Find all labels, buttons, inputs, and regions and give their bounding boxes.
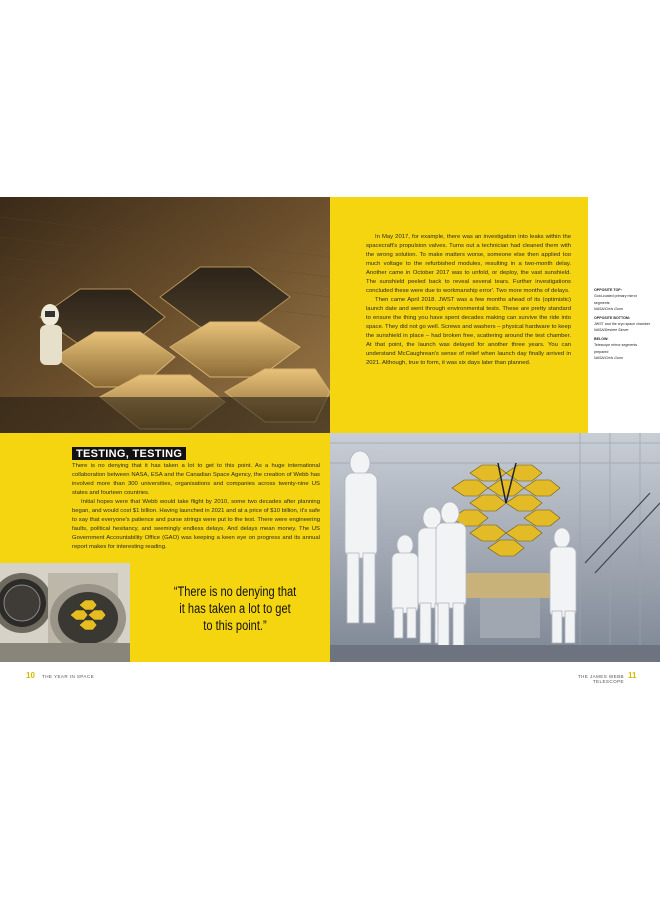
left-page-body <box>72 462 320 552</box>
caption-2-head: OPPOSITE BOTTOM: <box>594 315 631 320</box>
left-page-number: 10 <box>26 671 35 680</box>
caption-1-text: Gold-coated primary mirror segments <box>594 294 637 305</box>
caption-2-text: JWST and the cryo space chamber <box>594 322 651 327</box>
caption-1-head: OPPOSITE TOP: <box>594 288 622 292</box>
right-running-head: THE JAMES WEBB TELESCOPE <box>577 674 624 684</box>
caption-3-credit: NASA/Chris Gunn <box>594 356 623 361</box>
left-running-head: THE YEAR IN SPACE <box>42 674 95 679</box>
caption-3-text: Telescope mirror segments prepared <box>594 343 638 354</box>
mirror-segments-photo <box>0 197 330 433</box>
captions-column <box>594 287 652 361</box>
caption-3-head: BELOW: <box>594 336 609 341</box>
left-paragraph-1: There is no denying that it has taken a lot to get to this point. As a huge international collaboration between NASA, ESA and the Canadian Space Agency, the creation of Webb has involved more than 300 universities, organisations and companies across twenty-nine US states and fourteen countries. <box>72 463 320 496</box>
caption-1-credit: NASA/Chris Gunn <box>594 307 623 312</box>
right-page-body <box>366 233 571 368</box>
caption-3 <box>594 336 652 362</box>
right-page-number: 11 <box>628 671 637 680</box>
caption-1 <box>594 287 652 313</box>
pull-quote: “There is no denying that it has taken a lot to get to this point.” <box>173 584 297 633</box>
caption-2-credit: NASA/Desiree Stover <box>594 328 629 333</box>
right-paragraph-2: Then came April 2018. JWST was a few months ahead of its (optimistic) launch date and went through environmental tests. These are pretty standard to ensure the thing you have spent decades making can survive the ride into space. They did not go well. Screws and washers – physical hardware to keep the sunshield in place – had broken free, scattering around the test chamber. At that point, the launch was delayed for another three years. You can understand McCaughrean's sense of relief when launch day finally arrived in 2021. Although, true to form, it was six days later than planned. <box>366 297 571 366</box>
cryo-chamber-photo <box>0 563 130 662</box>
left-paragraph-2: Initial hopes were that Webb would take flight by 2010, some two decades after planning began, and would cost $1 billion. Having launched in 2021 and at a price of $10 billion, it's safe to say that everyone's patience and purse strings were put to the test. There were engineering faults, political hesitancy, and seemingly endless delays. And delays mean money. The US Government Accountability Office (GAO) was keeping a keen eye on progress and its annual report makes for interesting reading. <box>72 499 320 550</box>
section-heading: TESTING, TESTING <box>72 447 186 460</box>
caption-2 <box>594 315 652 334</box>
telescope-cleanroom-photo <box>330 433 660 662</box>
right-paragraph-1: In May 2017, for example, there was an investigation into leaks within the spacecraft's propulsion valves. Turns out a technician had cleaned them with the wrong solution. To make matters worse, someone else then applied too much voltage to the refurbished modules, resulting in a two-month delay. Another came in October 2017 was to unfold, or deploy, the vast sunshield. The sunshield peeled back to reveal several tears. Further investigations concluded these were due to workmanship error'. Two more months of delays. <box>366 234 571 294</box>
